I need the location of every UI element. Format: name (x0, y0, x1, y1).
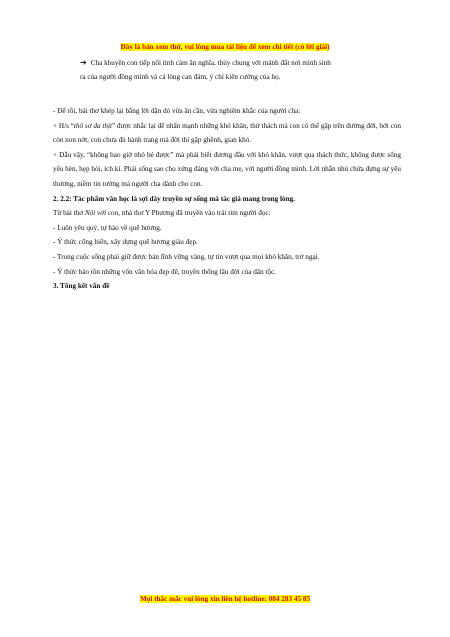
paragraph-1: - Để rồi, bài thơ khép lại bằng lời dặn dò vừa ân cần, vừa nghiêm khắc của người cha: (53, 107, 301, 115)
section-heading-3: 3. Tổng kết vấn đề (53, 282, 110, 291)
paragraph-4 (53, 206, 401, 221)
paragraph-4-italic: Nói với con (84, 209, 119, 218)
hotline-banner-text: Mọi thắc mắc vui lòng xin liên hệ hotline: 084 283 45 85 (139, 595, 311, 603)
paragraph-2-italic: thô sơ da thịt (73, 121, 112, 130)
preview-banner (0, 42, 450, 52)
bullet-item: - Ý thức cống hiến, xây dựng quê hương giàu đẹp. (53, 238, 198, 247)
hotline-banner (0, 594, 450, 604)
paragraph-3: + Dẫu vậy, “không bao giờ nhỏ bé được” mà phải biết đương đầu với khó khăn, vượt qua thách thức, không được sống yếu hèn, hẹp hòi, ích kỉ. Phải sống sao cho xứng đáng với cha mẹ, với người đồng mình. Lời nhắn nhủ chứa đựng sự yêu thương, niềm tin tưởng mà người cha dành cho con. (53, 150, 401, 188)
intro-line-2: ra của người đồng mình và cả lòng can đảm, ý chí kiên cường của họ. (80, 73, 281, 81)
paragraph-4-prefix: Từ bài thơ (53, 209, 85, 218)
arrow-right-icon: ➔ (80, 58, 87, 67)
paragraph-2 (53, 119, 401, 148)
document-body (53, 104, 401, 294)
paragraph-2-prefix: + H/s “ (53, 121, 74, 130)
bullet-item: - Ý thức bảo tồn những vốn văn hóa đẹp đẽ, truyền thống lâu đời của dân tộc. (53, 267, 276, 276)
intro-line-1: Cha khuyên con tiếp nối tình cảm ân nghĩa, thủy chung với mảnh đất nơi mình sinh (90, 59, 331, 67)
bullet-item: - Luôn yêu quý, tự hào về quê hương. (53, 223, 162, 232)
paragraph-4-suffix: , nhà thơ Y Phương đã truyền vào trái tim người đọc: (118, 209, 271, 218)
paragraph-2-suffix: ” được nhắc lại để nhấn mạnh những khó khăn, thử thách mà con có thể gặp trên đường đời, bởi con còn non nớt, con chưa đủ hành trang mà đời thì gập ghềnh, gian khó. (53, 121, 402, 145)
section-heading-2: 2. 2.2: Tác phẩm văn học là sợi dây truyền sự sống mà tác giả mang trong lòng. (53, 194, 296, 203)
preview-banner-text: Đây là bản xem thử, vui lòng mua tài liệu để xem chi tiết (có lời giải) (120, 43, 330, 51)
intro-paragraph (80, 56, 400, 84)
bullet-item: - Trong cuộc sống phải giữ được bản lĩnh vững vàng, tự tin vượt qua mọi khó khăn, trở ngại. (53, 252, 320, 261)
